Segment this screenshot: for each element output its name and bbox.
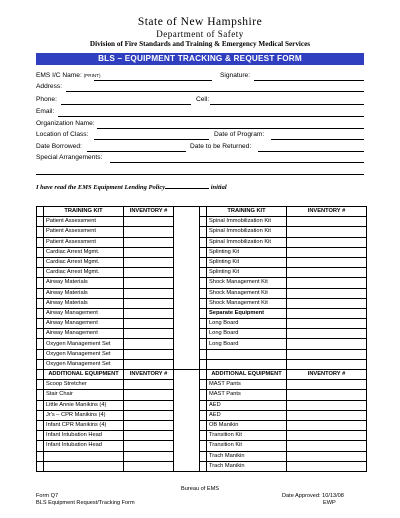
table-row — [37, 380, 367, 390]
address-label: Address: — [36, 83, 63, 90]
checkbox-cell[interactable] — [37, 278, 44, 288]
left-inventory-cell[interactable] — [124, 461, 174, 471]
table-row — [37, 441, 367, 451]
additional-equipment-header: ADDITIONAL EQUIPMENT — [44, 370, 124, 380]
left-item: Cardiac Arrest Mgmt. — [44, 257, 124, 267]
checkbox-cell[interactable] — [200, 288, 207, 298]
organization-label: Organization Name: — [36, 120, 95, 127]
row-special — [36, 154, 364, 163]
right-item: Long Board — [207, 339, 287, 349]
print-note: (PRINT) — [83, 73, 101, 78]
footer-form-name: BLS Equipment Request/Tracking Form — [36, 500, 135, 506]
additional-inventory-header: INVENTORY # — [124, 370, 174, 380]
right-item: Separate Equipment — [207, 308, 287, 318]
left-inventory-cell[interactable] — [124, 359, 174, 369]
checkbox-cell[interactable] — [37, 349, 44, 359]
row-email — [36, 108, 364, 117]
additional-equipment-table — [36, 369, 367, 472]
location-label: Location of Class: — [36, 131, 89, 138]
left-item: Infant Intubation Head — [44, 441, 124, 451]
checkbox-cell[interactable] — [200, 298, 207, 308]
footer-initials: EWP — [323, 500, 336, 506]
left-inventory-cell[interactable] — [124, 410, 174, 420]
table-row — [37, 359, 367, 369]
left-inventory-cell[interactable] — [124, 431, 174, 441]
table-row — [37, 278, 367, 288]
inventory-header-2: INVENTORY # — [287, 207, 367, 217]
right-inventory-cell[interactable] — [287, 288, 367, 298]
footer-form-number: Form Q7 — [36, 493, 59, 499]
right-inventory-cell[interactable] — [287, 217, 367, 227]
checkbox-cell[interactable] — [200, 339, 207, 349]
right-inventory-cell[interactable] — [287, 298, 367, 308]
division-title: Division of Fire Standards and Training & Emergency Medical Services — [89, 40, 311, 48]
date-returned-field[interactable] — [258, 151, 364, 152]
checkbox-cell[interactable] — [37, 441, 44, 451]
date-borrowed-label: Date Borrowed: — [36, 143, 82, 150]
right-inventory-cell[interactable] — [287, 359, 367, 369]
location-field[interactable] — [94, 139, 209, 140]
checkbox-cell[interactable] — [200, 410, 207, 420]
left-inventory-cell[interactable] — [124, 257, 174, 267]
right-inventory-cell[interactable] — [287, 380, 367, 390]
right-item: MAST Pants — [207, 380, 287, 390]
right-item: Trach Manikin — [207, 451, 287, 461]
policy-initial-field[interactable] — [165, 183, 209, 189]
ems-name-label: EMS I/C Name: (PRINT) — [36, 72, 101, 79]
department-title: Department of Safety — [156, 29, 244, 39]
left-item: Airway Materials — [44, 288, 124, 298]
checkbox-cell[interactable] — [200, 278, 207, 288]
checkbox-cell[interactable] — [37, 217, 44, 227]
left-item: Patient Assessment — [44, 217, 124, 227]
right-inventory-cell[interactable] — [287, 257, 367, 267]
right-inventory-cell[interactable] — [287, 237, 367, 247]
email-field[interactable] — [58, 116, 364, 117]
checkbox-cell[interactable] — [37, 461, 44, 471]
checkbox-cell[interactable] — [37, 319, 44, 329]
right-item: Shock Management Kit — [207, 278, 287, 288]
checkbox-cell[interactable] — [37, 288, 44, 298]
table-row — [37, 227, 367, 237]
left-item: Stair Chair — [44, 390, 124, 400]
right-item: Splinting Kit — [207, 268, 287, 278]
left-item — [44, 461, 124, 471]
email-label: Email: — [36, 108, 55, 115]
checkbox-cell[interactable] — [200, 359, 207, 369]
right-item: Spinal Immobilization Kit — [207, 217, 287, 227]
left-item: Cardiac Arrest Mgmt. — [44, 268, 124, 278]
cell-field[interactable] — [210, 104, 364, 105]
table-row — [37, 268, 367, 278]
table-row — [37, 431, 367, 441]
row-dates — [36, 143, 364, 152]
right-item: AED — [207, 400, 287, 410]
checkbox-cell[interactable] — [37, 359, 44, 369]
right-item: Transition Kit — [207, 431, 287, 441]
training-kit-header-2: TRAINING KIT — [207, 207, 287, 217]
row-location — [36, 131, 364, 140]
right-item — [207, 349, 287, 359]
special-field-line-2[interactable] — [36, 174, 364, 175]
right-inventory-cell[interactable] — [287, 339, 367, 349]
date-program-label: Date of Program: — [214, 131, 265, 138]
right-inventory-cell[interactable] — [287, 268, 367, 278]
left-item: Airway Management — [44, 329, 124, 339]
left-item: Patient Assessment — [44, 227, 124, 237]
left-inventory-cell[interactable] — [124, 349, 174, 359]
checkbox-cell[interactable] — [200, 441, 207, 451]
left-inventory-cell[interactable] — [124, 237, 174, 247]
left-inventory-cell[interactable] — [124, 319, 174, 329]
checkbox-cell[interactable] — [37, 257, 44, 267]
additional-inventory-header-2: INVENTORY # — [287, 370, 367, 380]
policy-text: I have read the EMS Equipment Lending Policy — [36, 184, 166, 191]
right-item: Splinting Kit — [207, 257, 287, 267]
left-inventory-cell[interactable] — [124, 380, 174, 390]
checkbox-cell[interactable] — [200, 257, 207, 267]
right-inventory-cell[interactable] — [287, 227, 367, 237]
left-inventory-cell[interactable] — [124, 278, 174, 288]
checkbox-cell[interactable] — [37, 431, 44, 441]
checkbox-cell[interactable] — [37, 268, 44, 278]
left-inventory-cell[interactable] — [124, 247, 174, 257]
address-field[interactable] — [66, 91, 364, 92]
left-item: Cardiac Arrest Mgmt. — [44, 247, 124, 257]
table-row — [37, 451, 367, 461]
checkbox-cell[interactable] — [200, 319, 207, 329]
checkbox-cell[interactable] — [37, 400, 44, 410]
right-item: Spinal Immobilization Kit — [207, 227, 287, 237]
checkbox-cell[interactable] — [37, 227, 44, 237]
left-inventory-cell[interactable] — [124, 217, 174, 227]
checkbox-cell[interactable] — [200, 268, 207, 278]
checkbox-cell[interactable] — [37, 308, 44, 318]
right-inventory-cell[interactable] — [287, 278, 367, 288]
right-inventory-cell[interactable] — [287, 390, 367, 400]
additional-equipment-header-2: ADDITIONAL EQUIPMENT — [207, 370, 287, 380]
checkbox-cell[interactable] — [200, 308, 207, 318]
left-item: Airway Management — [44, 319, 124, 329]
date-program-field[interactable] — [271, 139, 364, 140]
policy-acknowledgement — [36, 183, 366, 191]
left-inventory-cell[interactable] — [124, 451, 174, 461]
checkbox-cell[interactable] — [200, 247, 207, 257]
right-item — [207, 359, 287, 369]
right-item: MAST Pants — [207, 390, 287, 400]
checkbox-cell[interactable] — [37, 380, 44, 390]
checkbox-cell[interactable] — [37, 420, 44, 430]
right-inventory-cell[interactable] — [287, 420, 367, 430]
phone-label: Phone: — [36, 96, 57, 103]
right-item: OB Manikin — [207, 420, 287, 430]
table-row — [37, 217, 367, 227]
left-item: Little Annie Manikins (4) — [44, 400, 124, 410]
right-item: Transition Kit — [207, 441, 287, 451]
right-inventory-cell[interactable] — [287, 400, 367, 410]
left-inventory-cell[interactable] — [124, 420, 174, 430]
right-item: AED — [207, 410, 287, 420]
row-organization — [36, 120, 364, 129]
checkbox-cell[interactable] — [200, 217, 207, 227]
right-item: Spinal Immobilization Kit — [207, 237, 287, 247]
left-item: Airway Materials — [44, 278, 124, 288]
left-inventory-cell[interactable] — [124, 288, 174, 298]
row-special-extra — [36, 166, 364, 175]
right-inventory-cell[interactable] — [287, 319, 367, 329]
table-row — [37, 400, 367, 410]
table-row — [37, 257, 367, 267]
left-inventory-cell[interactable] — [124, 339, 174, 349]
table-row — [37, 390, 367, 400]
checkbox-cell[interactable] — [200, 431, 207, 441]
right-item: Splinting Kit — [207, 247, 287, 257]
checkbox-cell[interactable] — [37, 298, 44, 308]
checkbox-cell[interactable] — [200, 227, 207, 237]
training-kit-header: TRAINING KIT — [44, 207, 124, 217]
left-item: Patient Assessment — [44, 237, 124, 247]
table-row — [37, 298, 367, 308]
right-inventory-cell[interactable] — [287, 441, 367, 451]
checkbox-cell[interactable] — [200, 237, 207, 247]
cell-label: Cell: — [196, 96, 210, 103]
left-item: Airway Management — [44, 308, 124, 318]
left-item: Jr's – CPR Manikins (4) — [44, 410, 124, 420]
left-inventory-cell[interactable] — [124, 268, 174, 278]
ems-name-field[interactable] — [94, 80, 212, 81]
right-item: Trach Manikin — [207, 461, 287, 471]
table-row — [37, 319, 367, 329]
right-item: Shock Management Kit — [207, 288, 287, 298]
left-inventory-cell[interactable] — [124, 400, 174, 410]
date-returned-label: Date to be Returned: — [190, 143, 252, 150]
organization-field[interactable] — [97, 128, 364, 129]
right-inventory-cell[interactable] — [287, 451, 367, 461]
signature-label: Signature: — [220, 72, 251, 79]
left-inventory-cell[interactable] — [124, 441, 174, 451]
checkbox-cell[interactable] — [200, 380, 207, 390]
row-address — [36, 83, 364, 92]
left-inventory-cell[interactable] — [124, 390, 174, 400]
signature-field[interactable] — [254, 80, 364, 81]
left-item: Oxygen Management Set — [44, 349, 124, 359]
left-inventory-cell[interactable] — [124, 329, 174, 339]
left-item: Infant Intubation Head — [44, 431, 124, 441]
left-inventory-cell[interactable] — [124, 308, 174, 318]
footer-bureau: Bureau of EMS — [181, 486, 219, 492]
checkbox-cell[interactable] — [37, 247, 44, 257]
table-row — [37, 461, 367, 471]
checkbox-cell[interactable] — [200, 329, 207, 339]
left-item: Infant CPR Manikins (4) — [44, 420, 124, 430]
checkbox-cell[interactable] — [37, 410, 44, 420]
left-item — [44, 451, 124, 461]
right-item: Long Board — [207, 329, 287, 339]
table-row — [37, 247, 367, 257]
inventory-header: INVENTORY # — [124, 207, 174, 217]
left-item: Airway Materials — [44, 298, 124, 308]
training-table-header — [37, 207, 367, 217]
checkbox-cell[interactable] — [200, 451, 207, 461]
left-inventory-cell[interactable] — [124, 227, 174, 237]
checkbox-cell[interactable] — [37, 390, 44, 400]
checkbox-cell[interactable] — [200, 420, 207, 430]
training-kit-table — [36, 206, 367, 370]
right-inventory-cell[interactable] — [287, 308, 367, 318]
left-inventory-cell[interactable] — [124, 298, 174, 308]
checkbox-cell[interactable] — [200, 349, 207, 359]
left-item: Oxygen Management Set — [44, 339, 124, 349]
row-phone — [36, 96, 364, 105]
right-inventory-cell[interactable] — [287, 461, 367, 471]
date-borrowed-field[interactable] — [87, 151, 186, 152]
checkbox-cell[interactable] — [200, 461, 207, 471]
table-row — [37, 420, 367, 430]
right-item: Shock Management Kit — [207, 298, 287, 308]
policy-initial-label: initial — [210, 184, 227, 191]
right-inventory-cell[interactable] — [287, 431, 367, 441]
table-row — [37, 237, 367, 247]
left-item: Scoop Stretcher — [44, 380, 124, 390]
table-row — [37, 349, 367, 359]
phone-field[interactable] — [61, 104, 191, 105]
special-field[interactable] — [110, 162, 364, 163]
additional-table-header — [37, 370, 367, 380]
checkbox-cell[interactable] — [200, 400, 207, 410]
table-row — [37, 329, 367, 339]
table-row — [37, 308, 367, 318]
right-inventory-cell[interactable] — [287, 349, 367, 359]
table-row — [37, 410, 367, 420]
form-title-banner: BLS – EQUIPMENT TRACKING & REQUEST FORM — [36, 53, 364, 65]
footer-date-approved: Date Approved: 10/13/08 — [282, 493, 344, 499]
state-title: State of New Hampshire — [137, 16, 263, 28]
right-inventory-cell[interactable] — [287, 410, 367, 420]
checkbox-cell[interactable] — [37, 237, 44, 247]
checkbox-cell[interactable] — [200, 390, 207, 400]
checkbox-cell[interactable] — [37, 329, 44, 339]
left-item: Oxygen Management Set — [44, 359, 124, 369]
checkbox-cell[interactable] — [37, 451, 44, 461]
row-name — [36, 72, 364, 81]
table-row — [37, 339, 367, 349]
right-inventory-cell[interactable] — [287, 329, 367, 339]
table-row — [37, 288, 367, 298]
checkbox-cell[interactable] — [37, 339, 44, 349]
special-label: Special Arrangements: — [36, 154, 103, 161]
right-item: Long Board — [207, 319, 287, 329]
right-inventory-cell[interactable] — [287, 247, 367, 257]
